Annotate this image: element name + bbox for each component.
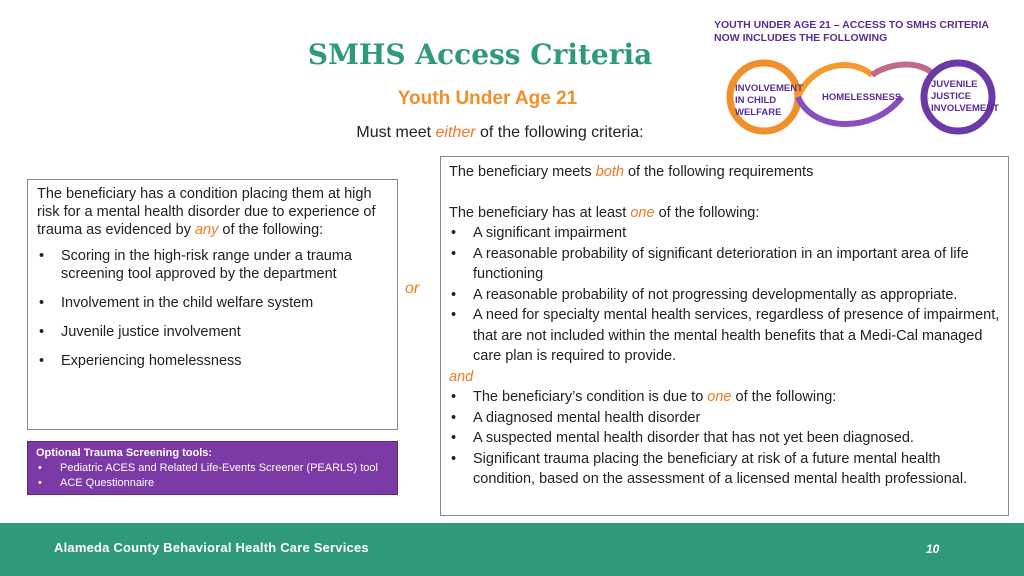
- instruction-post: of the following criteria:: [475, 124, 644, 141]
- list-item: • A need for specialty mental health services, regardless of presence of impairment, that are not included within the mental health benefits that a Medi-Cal managed care plan is required to provide.: [449, 305, 1000, 367]
- middle-ring-top: [872, 65, 934, 76]
- list-item: [449, 387, 1000, 408]
- list-item: • A reasonable probability of significant deterioration in an important area of life functioning: [449, 244, 1000, 285]
- line1-post: of the following requirements: [623, 164, 814, 180]
- line2-emphasis: one: [630, 204, 655, 221]
- impairment-list: [449, 223, 1000, 367]
- trauma-criteria-box: [27, 179, 398, 430]
- list-item: • A reasonable probability of not progressing developmentally as appropriate.: [449, 285, 1000, 306]
- condition-list: [449, 387, 1000, 490]
- criteria-instruction: [250, 124, 750, 142]
- requirements-line: [449, 162, 1000, 183]
- or-connector: or: [405, 280, 420, 297]
- list-item: • ACE Questionnaire: [36, 476, 389, 491]
- ring-label-child-welfare: INVOLVEMENT IN CHILD WELFARE: [735, 83, 803, 118]
- list-item: • A significant impairment: [449, 223, 1000, 244]
- trauma-criteria-intro: [37, 185, 388, 239]
- line2-pre: The beneficiary has at least: [449, 204, 631, 221]
- trauma-criteria-list: [37, 247, 388, 370]
- footer-organization: Alameda County Behavioral Health Care Services: [54, 540, 369, 555]
- optional-screening-tools-box: [27, 441, 398, 495]
- intro-emphasis: any: [194, 222, 219, 238]
- page-title: SMHS Access Criteria: [307, 38, 653, 71]
- list-item: • A suspected mental health disorder that has not yet been diagnosed.: [449, 428, 1000, 449]
- line1-emphasis: both: [595, 164, 624, 180]
- list-item: • A diagnosed mental health disorder: [449, 408, 1000, 429]
- list-item: • Pediatric ACES and Related Life-Events Screener (PEARLS) tool: [36, 461, 389, 476]
- page-subtitle: Youth Under Age 21: [397, 88, 578, 109]
- impairment-criteria-box: [440, 156, 1009, 516]
- ring-label-homelessness: HOMELESSNESS: [822, 92, 902, 103]
- cond-post: of the following:: [731, 389, 837, 405]
- list-item: • Experiencing homelessness: [37, 352, 388, 370]
- footer-bar: [0, 523, 1024, 576]
- and-connector: and: [449, 368, 474, 385]
- intro-post: of the following:: [218, 222, 324, 238]
- at-least-one-line: [449, 203, 1000, 224]
- list-item: • Scoring in the high-risk range under a trauma screening tool approved by the department: [37, 247, 388, 283]
- intro-pre: The beneficiary has a condition placing them at high risk for a mental health disorder due to experience of trauma as evidenced by: [37, 186, 376, 238]
- line1-pre: The beneficiary meets: [449, 164, 596, 180]
- page-number: 10: [926, 542, 940, 556]
- line2-post: of the following:: [654, 204, 760, 221]
- cond-emphasis: one: [707, 389, 732, 405]
- logo-title: YOUTH UNDER AGE 21 – ACCESS TO SMHS CRITERIA NOW INCLUDES THE FOLLOWING: [714, 19, 989, 44]
- cond-pre: The beneficiary’s condition is due to: [473, 389, 708, 405]
- list-item: • Juvenile justice involvement: [37, 323, 388, 341]
- list-item: • Significant trauma placing the beneficiary at risk of a future mental health condition, based on the assessment of a licensed mental health professional.: [449, 449, 1000, 490]
- instruction-emphasis: either: [435, 124, 476, 141]
- list-item: • Involvement in the child welfare system: [37, 294, 388, 312]
- instruction-pre: Must meet: [356, 124, 436, 141]
- optional-tools-title: Optional Trauma Screening tools:: [36, 447, 213, 459]
- optional-tools-list: [36, 461, 389, 491]
- ring-label-juvenile-justice: JUVENILE JUSTICE INVOLVEMENT: [931, 79, 999, 114]
